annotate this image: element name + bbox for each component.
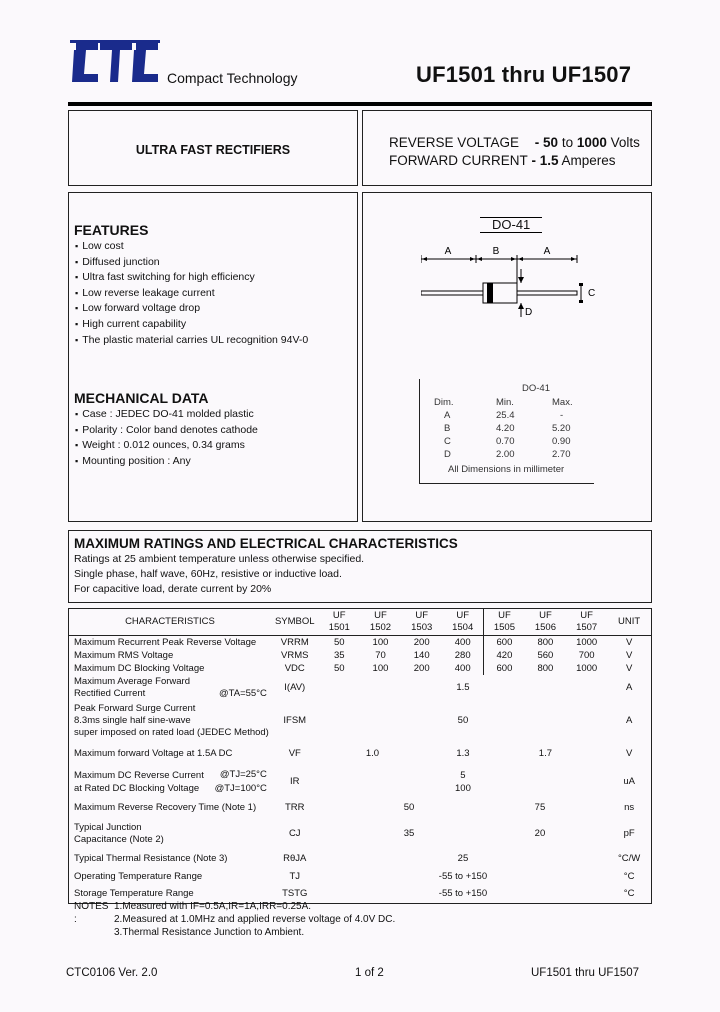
row-value: 70 [375, 649, 386, 661]
dim-row [420, 410, 594, 423]
ratings-line: For capacitive load, derate current by 20% [74, 583, 272, 595]
row-value: 280 [454, 649, 471, 661]
row-value: 100 [372, 636, 389, 648]
dim-label-a-left: A [444, 246, 452, 257]
col-header-part: UF 1501 [319, 609, 360, 636]
dim-cell: 2.70 [552, 449, 571, 460]
mechanical-item: ▪ Mounting position : Any [75, 454, 258, 470]
sep: - [531, 135, 544, 150]
package-title: DO-41 [480, 217, 542, 233]
dim-cell: 0.70 [496, 436, 515, 447]
dim-footnote: All Dimensions in millimeter [448, 464, 565, 475]
forward-current-value: 1.5 [539, 153, 559, 168]
ratings-box [68, 530, 652, 603]
row-value: 700 [578, 649, 595, 661]
row-value: 50 [457, 715, 469, 726]
col-header-part: UF 1504 [442, 609, 483, 636]
dim-header: Max. [552, 397, 573, 408]
dim-cell: 25.4 [496, 410, 515, 421]
row-symbol: IFSM [283, 715, 307, 726]
dim-header: Dim. [434, 397, 454, 408]
dim-row [420, 423, 594, 436]
dim-table-title: DO-41 [522, 383, 550, 394]
row-value: 5 100 [455, 769, 471, 794]
row-desc: Maximum forward Voltage at 1.5A DC [74, 748, 233, 759]
row-unit: V [625, 649, 633, 661]
table-row [69, 741, 652, 767]
table-row [69, 636, 652, 649]
dim-cell: C [444, 436, 451, 447]
header-divider [68, 102, 652, 106]
row-value: 20 [534, 828, 546, 839]
dim-cell: 2.00 [496, 449, 515, 460]
footer-page-number: 1 of 2 [355, 967, 384, 979]
product-type-box [68, 110, 358, 186]
row-value: 1.3 [456, 748, 470, 759]
row-desc: Storage Temperature Range [74, 888, 194, 900]
do41-outline-drawing [421, 245, 601, 325]
forward-current-line [389, 153, 616, 168]
row-symbol: RθJA [283, 852, 307, 864]
characteristics-table [68, 608, 652, 904]
note-item: 1.Measured with IF=0.5A,IR=1A,IRR=0.25A. [114, 901, 312, 912]
ratings-title: MAXIMUM RATINGS AND ELECTRICAL CHARACTERISTICS [74, 536, 458, 551]
row-unit: °C [623, 870, 635, 882]
row-value: 200 [413, 662, 430, 674]
col-header-part: UF 1506 [525, 609, 566, 636]
dim-cell: 0.90 [552, 436, 571, 447]
table-row [69, 849, 652, 868]
row-value: 75 [534, 802, 546, 813]
row-symbol: TRR [284, 802, 305, 813]
row-symbol: TSTG [282, 888, 308, 900]
row-value: 560 [537, 649, 554, 661]
row-unit: °C [623, 888, 635, 900]
dim-cell: D [444, 449, 451, 460]
reverse-voltage-line [389, 135, 640, 150]
col-header-unit: UNIT [607, 609, 651, 636]
feature-item: ▪ The plastic material carries UL recognition 94V-0 [75, 333, 308, 349]
dim-cell: A [444, 410, 451, 421]
row-unit: pF [623, 828, 635, 839]
feature-item: ▪ Low reverse leakage current [75, 286, 308, 302]
row-condition: @TJ=25°C @TJ=100°C [214, 768, 267, 794]
row-symbol: CJ [288, 828, 301, 839]
dim-cell: 4.20 [496, 423, 515, 434]
row-value: 800 [537, 662, 554, 674]
row-unit: ns [624, 802, 635, 813]
feature-item: ▪ High current capability [75, 317, 308, 333]
col-header-symbol: SYMBOL [271, 609, 319, 636]
row-value: 50 [333, 636, 345, 648]
note-item: 2.Measured at 1.0MHz and applied reverse voltage of 4.0V DC. [114, 914, 396, 925]
forward-current-label: FORWARD CURRENT [389, 153, 528, 168]
table-header-row [69, 609, 652, 636]
features-list [75, 239, 308, 348]
col-header-part: UF 1505 [484, 609, 525, 636]
row-value: 400 [454, 636, 471, 648]
features-box [68, 192, 358, 522]
features-title: FEATURES [74, 222, 149, 238]
ratings-line: Single phase, half wave, 60Hz, resistive or inductive load. [74, 568, 342, 580]
row-value: 1.5 [456, 682, 470, 693]
feature-item: ▪ Ultra fast switching for high efficiency [75, 270, 308, 286]
col-header-part: UF 1503 [401, 609, 442, 636]
row-desc: Maximum RMS Voltage [74, 649, 174, 661]
col-header-part: UF 1502 [360, 609, 401, 636]
dim-label-c: C [588, 288, 596, 299]
table-row [69, 662, 652, 675]
package-box [362, 192, 652, 522]
row-desc: Operating Temperature Range [74, 870, 203, 882]
company-name: Compact Technology [167, 70, 298, 86]
row-value: 420 [484, 649, 525, 662]
row-value: 200 [413, 636, 430, 648]
row-value: 35 [403, 828, 415, 839]
table-row [69, 868, 652, 885]
row-unit: V [625, 662, 633, 674]
to: to [558, 135, 577, 150]
row-symbol: I(AV) [284, 682, 306, 693]
row-value: 800 [537, 636, 554, 648]
row-value: 50 [333, 662, 345, 674]
footer-part-range: UF1501 thru UF1507 [531, 967, 640, 979]
feature-item: ▪ Low forward voltage drop [75, 301, 308, 317]
row-value: -55 to +150 [438, 870, 488, 882]
dim-label-b: B [492, 246, 500, 257]
note-item: 3.Thermal Resistance Junction to Ambient. [114, 927, 305, 938]
footer-doc-id: CTC0106 Ver. 2.0 [66, 967, 158, 979]
row-unit: V [625, 636, 633, 648]
dim-label-d: D [525, 307, 533, 318]
feature-item: ▪ Diffused junction [75, 255, 308, 271]
dim-cell: 5.20 [552, 423, 571, 434]
ratings-summary-box [362, 110, 652, 186]
table-row [69, 767, 652, 797]
row-unit: A [625, 715, 633, 726]
row-value: 600 [484, 662, 525, 675]
dimension-table [419, 379, 594, 484]
ctc-logo [70, 40, 160, 82]
table-row [69, 819, 652, 849]
row-value: 1.0 [365, 748, 380, 759]
reverse-voltage-label: REVERSE VOLTAGE [389, 135, 520, 150]
row-value: 35 [333, 649, 345, 661]
col-header-characteristics: CHARACTERISTICS [69, 609, 271, 636]
reverse-voltage-max: 1000 [576, 135, 607, 150]
row-desc: Maximum Average Forward Rectified Current @TA=55°C [74, 675, 267, 699]
table-row [69, 649, 652, 662]
sep: - [527, 153, 540, 168]
row-value: -55 to +150 [438, 888, 488, 900]
forward-current-unit: Amperes [558, 153, 616, 168]
dim-cell: - [560, 410, 564, 421]
dim-label-a-right: A [543, 246, 551, 257]
row-symbol: VDC [284, 662, 305, 674]
mechanical-item: ▪ Polarity : Color band denotes cathode [75, 423, 258, 439]
row-desc: Maximum DC Blocking Voltage [74, 662, 205, 674]
table-row [69, 675, 652, 701]
table-row [69, 701, 652, 741]
row-value: 50 [403, 802, 415, 813]
row-value: 600 [484, 636, 525, 649]
row-value: 100 [372, 662, 389, 674]
dim-row [420, 449, 594, 462]
product-type: ULTRA FAST RECTIFIERS [135, 143, 291, 157]
col-header-part: UF 1507 [566, 609, 607, 636]
row-value: 25 [457, 852, 469, 864]
row-symbol: VRRM [280, 636, 309, 648]
table-row [69, 797, 652, 819]
ratings-line: Ratings at 25 ambient temperature unless otherwise specified. [74, 553, 365, 565]
row-desc: Maximum Reverse Recovery Time (Note 1) [74, 802, 257, 813]
row-value: 1000 [576, 636, 598, 648]
row-symbol: IR [290, 776, 300, 787]
row-value: 140 [413, 649, 430, 661]
row-symbol: VRMS [281, 649, 309, 661]
row-symbol: TJ [289, 870, 301, 882]
row-unit: uA [623, 776, 635, 787]
notes-label: NOTES : [74, 901, 109, 925]
row-symbol: VF [288, 748, 301, 759]
row-value: 1000 [576, 662, 598, 674]
dim-header-row [420, 397, 594, 410]
row-desc: Maximum Recurrent Peak Reverse Voltage [74, 636, 257, 648]
dim-header: Min. [496, 397, 514, 408]
row-value: 400 [454, 662, 471, 674]
mechanical-list [75, 407, 258, 469]
row-desc: Peak Forward Surge Current 8.3ms single half sine-wave super imposed on rated load (JEDEC Method) [74, 702, 269, 738]
reverse-voltage-unit: Volts [606, 135, 640, 150]
row-unit: V [625, 748, 633, 759]
dim-row [420, 436, 594, 449]
row-desc: Maximum DC Reverse Current at Rated DC Blocking Voltage @TJ=25°C @TJ=100°C [74, 768, 267, 794]
mechanical-item: ▪ Case : JEDEC DO-41 molded plastic [75, 407, 258, 423]
row-condition: @TA=55°C [219, 687, 267, 699]
feature-item: ▪ Low cost [75, 239, 308, 255]
page-title: UF1501 thru UF1507 [416, 62, 632, 87]
row-desc: Typical Thermal Resistance (Note 3) [74, 852, 228, 864]
row-desc: Typical Junction Capacitance (Note 2) [74, 821, 164, 845]
row-unit: A [625, 682, 633, 693]
reverse-voltage-min: 50 [543, 135, 559, 150]
mechanical-title: MECHANICAL DATA [74, 390, 209, 406]
row-value: 1.7 [538, 748, 553, 759]
dim-cell: B [444, 423, 451, 434]
mechanical-item: ▪ Weight : 0.012 ounces, 0.34 grams [75, 438, 258, 454]
row-unit: °C/W [617, 852, 641, 864]
